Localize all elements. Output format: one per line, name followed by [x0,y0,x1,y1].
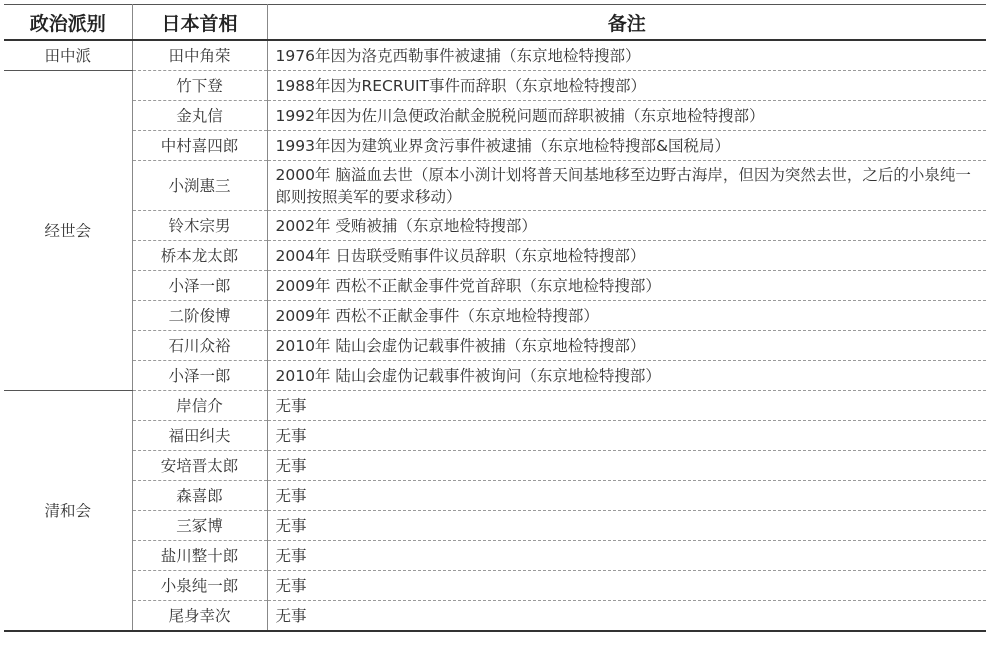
table-container [4,4,986,632]
note-cell: 无事 [267,541,986,571]
header-row [4,5,986,41]
header-notes: 备注 [267,5,986,41]
note-cell: 1993年因为建筑业界贪污事件被逮捕（东京地检特搜部&国税局） [267,131,986,161]
pm-name-cell: 桥本龙太郎 [132,241,267,271]
note-cell: 2009年 西松不正献金事件党首辞职（东京地检特搜部） [267,271,986,301]
pm-name-cell: 竹下登 [132,71,267,101]
pm-name-cell: 小泽一郎 [132,361,267,391]
pm-name-cell: 盐川整十郎 [132,541,267,571]
note-cell: 2010年 陆山会虚伪记载事件被捕（东京地检特搜部） [267,331,986,361]
pm-name-cell: 中村喜四郎 [132,131,267,161]
pm-name-cell: 尾身幸次 [132,601,267,632]
pm-name-cell: 森喜郎 [132,481,267,511]
note-cell: 2000年 脑溢血去世（原本小渕计划将普天间基地移至边野古海岸，但因为突然去世，之后的小泉纯一郎则按照美军的要求移动） [267,161,986,211]
note-cell: 无事 [267,391,986,421]
faction-cell: 经世会 [4,71,132,391]
note-cell: 无事 [267,571,986,601]
note-cell: 无事 [267,421,986,451]
pm-name-cell: 岸信介 [132,391,267,421]
faction-cell: 田中派 [4,40,132,71]
note-cell: 无事 [267,601,986,632]
pm-name-cell: 石川众裕 [132,331,267,361]
header-faction: 政治派别 [29,12,106,35]
pm-name-cell: 田中角荣 [132,40,267,71]
note-cell: 2004年 日齿联受贿事件议员辞职（东京地检特搜部） [267,241,986,271]
pm-name-cell: 铃木宗男 [132,211,267,241]
pm-name-cell: 小渕惠三 [132,161,267,211]
note-cell: 无事 [267,451,986,481]
note-cell: 2002年 受贿被捕（东京地检特搜部） [267,211,986,241]
pm-name-cell: 安培晋太郎 [132,451,267,481]
note-cell: 1988年因为RECRUIT事件而辞职（东京地检特搜部） [267,71,986,101]
faction-cell: 清和会 [4,391,132,632]
pm-name-cell: 三冢博 [132,511,267,541]
pm-name-cell: 福田纠夫 [132,421,267,451]
note-cell: 2009年 西松不正献金事件（东京地检特搜部） [267,301,986,331]
pm-name-cell: 二阶俊博 [132,301,267,331]
pm-name-cell: 小泽一郎 [132,271,267,301]
header-pm: 日本首相 [132,5,267,41]
note-cell: 无事 [267,511,986,541]
note-cell: 1976年因为洛克西勒事件被逮捕（东京地检特搜部） [267,40,986,71]
pm-scandal-table [4,4,986,632]
note-cell: 1992年因为佐川急便政治献金脱税问题而辞职被捕（东京地检特搜部） [267,101,986,131]
note-cell: 无事 [267,481,986,511]
note-cell: 2010年 陆山会虚伪记载事件被询问（东京地检特搜部） [267,361,986,391]
pm-name-cell: 金丸信 [132,101,267,131]
pm-name-cell: 小泉纯一郎 [132,571,267,601]
